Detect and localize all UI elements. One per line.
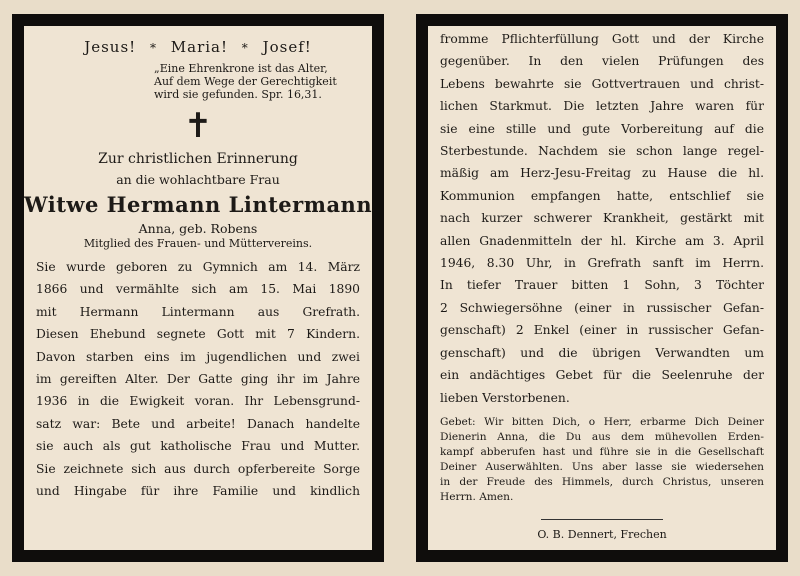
membership: Mitglied des Frauen- und Müttervereins. bbox=[83, 237, 313, 250]
mourners-line: In tiefer Trauer bitten 1 Sohn, 3 Töchter bbox=[440, 278, 764, 293]
biography-continued bbox=[440, 28, 764, 409]
biography-line: nach kurzer schwerer Krankheit, gestärkt mit bbox=[440, 211, 764, 226]
mourners-line: 2 Schwiegersöhne (einer in russischer Gefan- bbox=[440, 300, 764, 315]
right-page bbox=[428, 26, 776, 550]
mourners-line: ein andächtiges Gebet für die Seelenruhe der bbox=[440, 368, 764, 383]
biography-line: lichen Starkmut. Die letzten Jahre waren für bbox=[440, 99, 764, 114]
biography-line: Sie wurde geboren zu Gymnich am 14. März bbox=[36, 260, 360, 274]
biography-line: Sie zeichnete sich aus durch opferbereite Sorge bbox=[36, 461, 360, 476]
biography-line: Sterbestunde. Nachdem sie schon lange regel- bbox=[440, 144, 764, 159]
divider bbox=[541, 519, 663, 520]
prayer-line-last: Herrn. Amen. bbox=[440, 490, 514, 503]
quote-line: Auf dem Wege der Gerechtigkeit bbox=[154, 75, 337, 88]
biography-line: Lebens bewahrte sie Gottvertrauen und christ- bbox=[440, 76, 764, 91]
biography-line: 1946, 8.30 Uhr, in Grefrath sanft im Herrn. bbox=[440, 256, 764, 271]
printer-credit: O. B. Dennert, Frechen bbox=[537, 527, 667, 541]
right-page-border bbox=[416, 14, 788, 562]
biography-line: sie eine stille und gute Vorbereitung auf die bbox=[440, 121, 764, 136]
biography-line: satz war: Bete und arbeite! Danach handelte bbox=[36, 416, 360, 431]
biography-line: 1866 und vermählte sich am 15. Mai 1890 bbox=[36, 282, 360, 297]
biography-line: Davon starben eins im jugendlichen und zwei bbox=[36, 349, 360, 364]
invocation bbox=[24, 26, 372, 56]
biography-line: sie auch als gut katholische Frau und Mutter. bbox=[36, 439, 360, 454]
mourners-line-last: lieben Verstorbenen. bbox=[440, 390, 570, 405]
invocation-separator: * bbox=[149, 41, 157, 55]
prayer-line: Deiner Auserwählten. Uns aber lasse sie wiedersehen bbox=[440, 460, 764, 473]
left-page-border bbox=[12, 14, 384, 562]
biography bbox=[36, 256, 360, 502]
cross-icon: ✝ bbox=[183, 106, 213, 146]
prayer bbox=[440, 415, 764, 505]
biography-line: mit Hermann Lintermann aus Grefrath. bbox=[36, 304, 360, 319]
biography-line: allen Gnadenmitteln der hl. Kirche am 3. April bbox=[440, 233, 764, 248]
prayer-line: Gebet: Wir bitten Dich, o Herr, erbarme Dich Deiner bbox=[440, 415, 764, 428]
bible-quote bbox=[154, 62, 360, 101]
deceased-name: Witwe Hermann Lintermann bbox=[24, 192, 372, 217]
invocation-separator: * bbox=[241, 41, 249, 55]
biography-line: und Hingabe für ihre Familie und kindlich bbox=[36, 484, 360, 499]
biography-line: im gereiften Alter. Der Gatte ging ihr im Jahre bbox=[36, 372, 360, 387]
invocation-maria: Maria! bbox=[170, 38, 229, 56]
invocation-josef: Josef! bbox=[262, 38, 312, 56]
mourners-line: genschaft) und die übrigen Verwandten um bbox=[440, 345, 764, 360]
biography-line: fromme Pflichterfüllung Gott und der Kirche bbox=[440, 32, 764, 46]
memory-heading: Zur christlichen Erinnerung bbox=[98, 151, 298, 167]
maiden-name: Anna, geb. Robens bbox=[138, 221, 258, 236]
prayer-line: kampf abberufen hast und führe sie in die Gesellschaft bbox=[440, 445, 764, 458]
biography-line: mäßig am Herz-Jesu-Freitag zu Hause die hl. bbox=[440, 166, 764, 181]
quote-line: wird sie gefunden. Spr. 16,31. bbox=[154, 88, 322, 101]
biography-line: gegenüber. In den vielen Prüfungen des bbox=[440, 54, 764, 69]
prayer-line: Dienerin Anna, die Du aus dem mühevollen Erden- bbox=[440, 430, 764, 443]
prayer-line: in der Freude des Himmels, durch Christus, unseren bbox=[440, 475, 764, 488]
biography-line: 1936 in die Ewigkeit voran. Ihr Lebensgrund- bbox=[36, 394, 360, 409]
left-page bbox=[24, 26, 372, 550]
quote-line: „Eine Ehrenkrone ist das Alter, bbox=[154, 62, 328, 75]
invocation-jesus: Jesus! bbox=[84, 38, 137, 56]
dedication-line: an die wohlachtbare Frau bbox=[116, 172, 280, 187]
biography-line: Kommunion empfangen hatte, entschlief sie bbox=[440, 188, 764, 203]
mourners-line: genschaft) 2 Enkel (einer in russischer Gefan- bbox=[440, 323, 764, 338]
biography-line: Diesen Ehebund segnete Gott mit 7 Kindern. bbox=[36, 327, 360, 342]
